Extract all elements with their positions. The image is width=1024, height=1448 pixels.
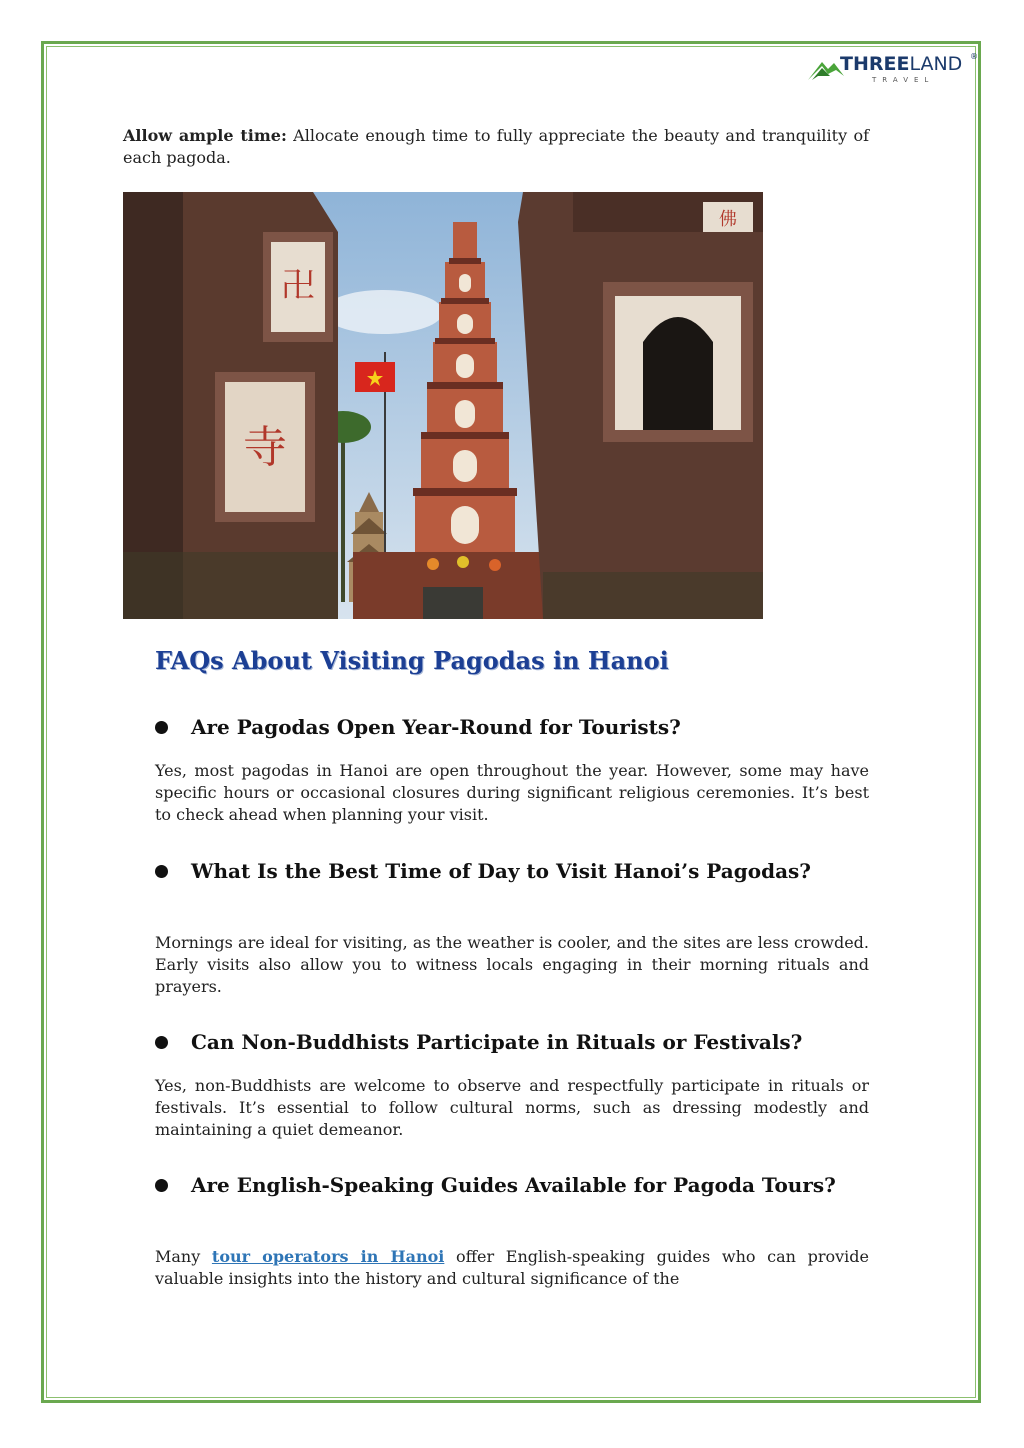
intro-text: Allocate enough time to fully appreciate the beauty and tranquility of each pagoda. [123,126,869,167]
faq-question-text: Are Pagodas Open Year-Round for Tourists? [191,715,681,739]
bullet-icon [155,721,168,734]
faq-answer: Yes, most pagodas in Hanoi are open throughout the year. However, some may have specific hours or occasional closures during significant religious ceremonies. It’s best to check ahead when planning your visit. [155,761,869,824]
svg-text:佛: 佛 [719,209,737,230]
answer-text: Many [155,1247,212,1266]
faq-answer: Yes, non-Buddhists are welcome to observe and respectfully participate in rituals or festivals. It’s essential to follow cultural norms, such as dressing modestly and maintaining a quiet demeanor. [155,1076,869,1139]
bullet-icon [155,865,168,878]
faq-answer [155,1246,869,1290]
svg-text:寺: 寺 [243,422,287,473]
svg-text:卍: 卍 [281,266,315,306]
logo-name-regular: LAND [909,53,963,75]
pagoda-photo [123,192,763,619]
faq-question-text: Are English-Speaking Guides Available for Pagoda Tours? [191,1173,836,1197]
registered-mark: ® [970,52,978,61]
faq-answer: Mornings are ideal for visiting, as the weather is cooler, and the sites are less crowded. Early visits also allow you to witness locals engaging in their morning rituals and prayers. [155,933,869,996]
faq-section-title: FAQs About Visiting Pagodas in Hanoi [155,646,669,675]
faq-question-text: Can Non-Buddhists Participate in Rituals or Festivals? [191,1030,803,1054]
bullet-icon [155,1179,168,1192]
faq-question-text: What Is the Best Time of Day to Visit Hanoi’s Pagodas? [191,859,812,883]
logo-name-bold: THREE [840,53,910,75]
bullet-icon [155,1036,168,1049]
intro-label: Allow ample time: [123,126,287,145]
intro-paragraph [123,125,869,169]
logo-tagline: TRAVEL [872,76,935,84]
answer-text: offer English-speaking guides who can provide valuable insights into the history and cultural significance of the [155,1247,870,1288]
logo-wordmark [840,54,962,74]
pagoda-illustration [123,192,763,619]
threeland-logo[interactable] [806,50,976,94]
tour-operators-link[interactable]: tour operators in Hanoi [211,1247,445,1266]
